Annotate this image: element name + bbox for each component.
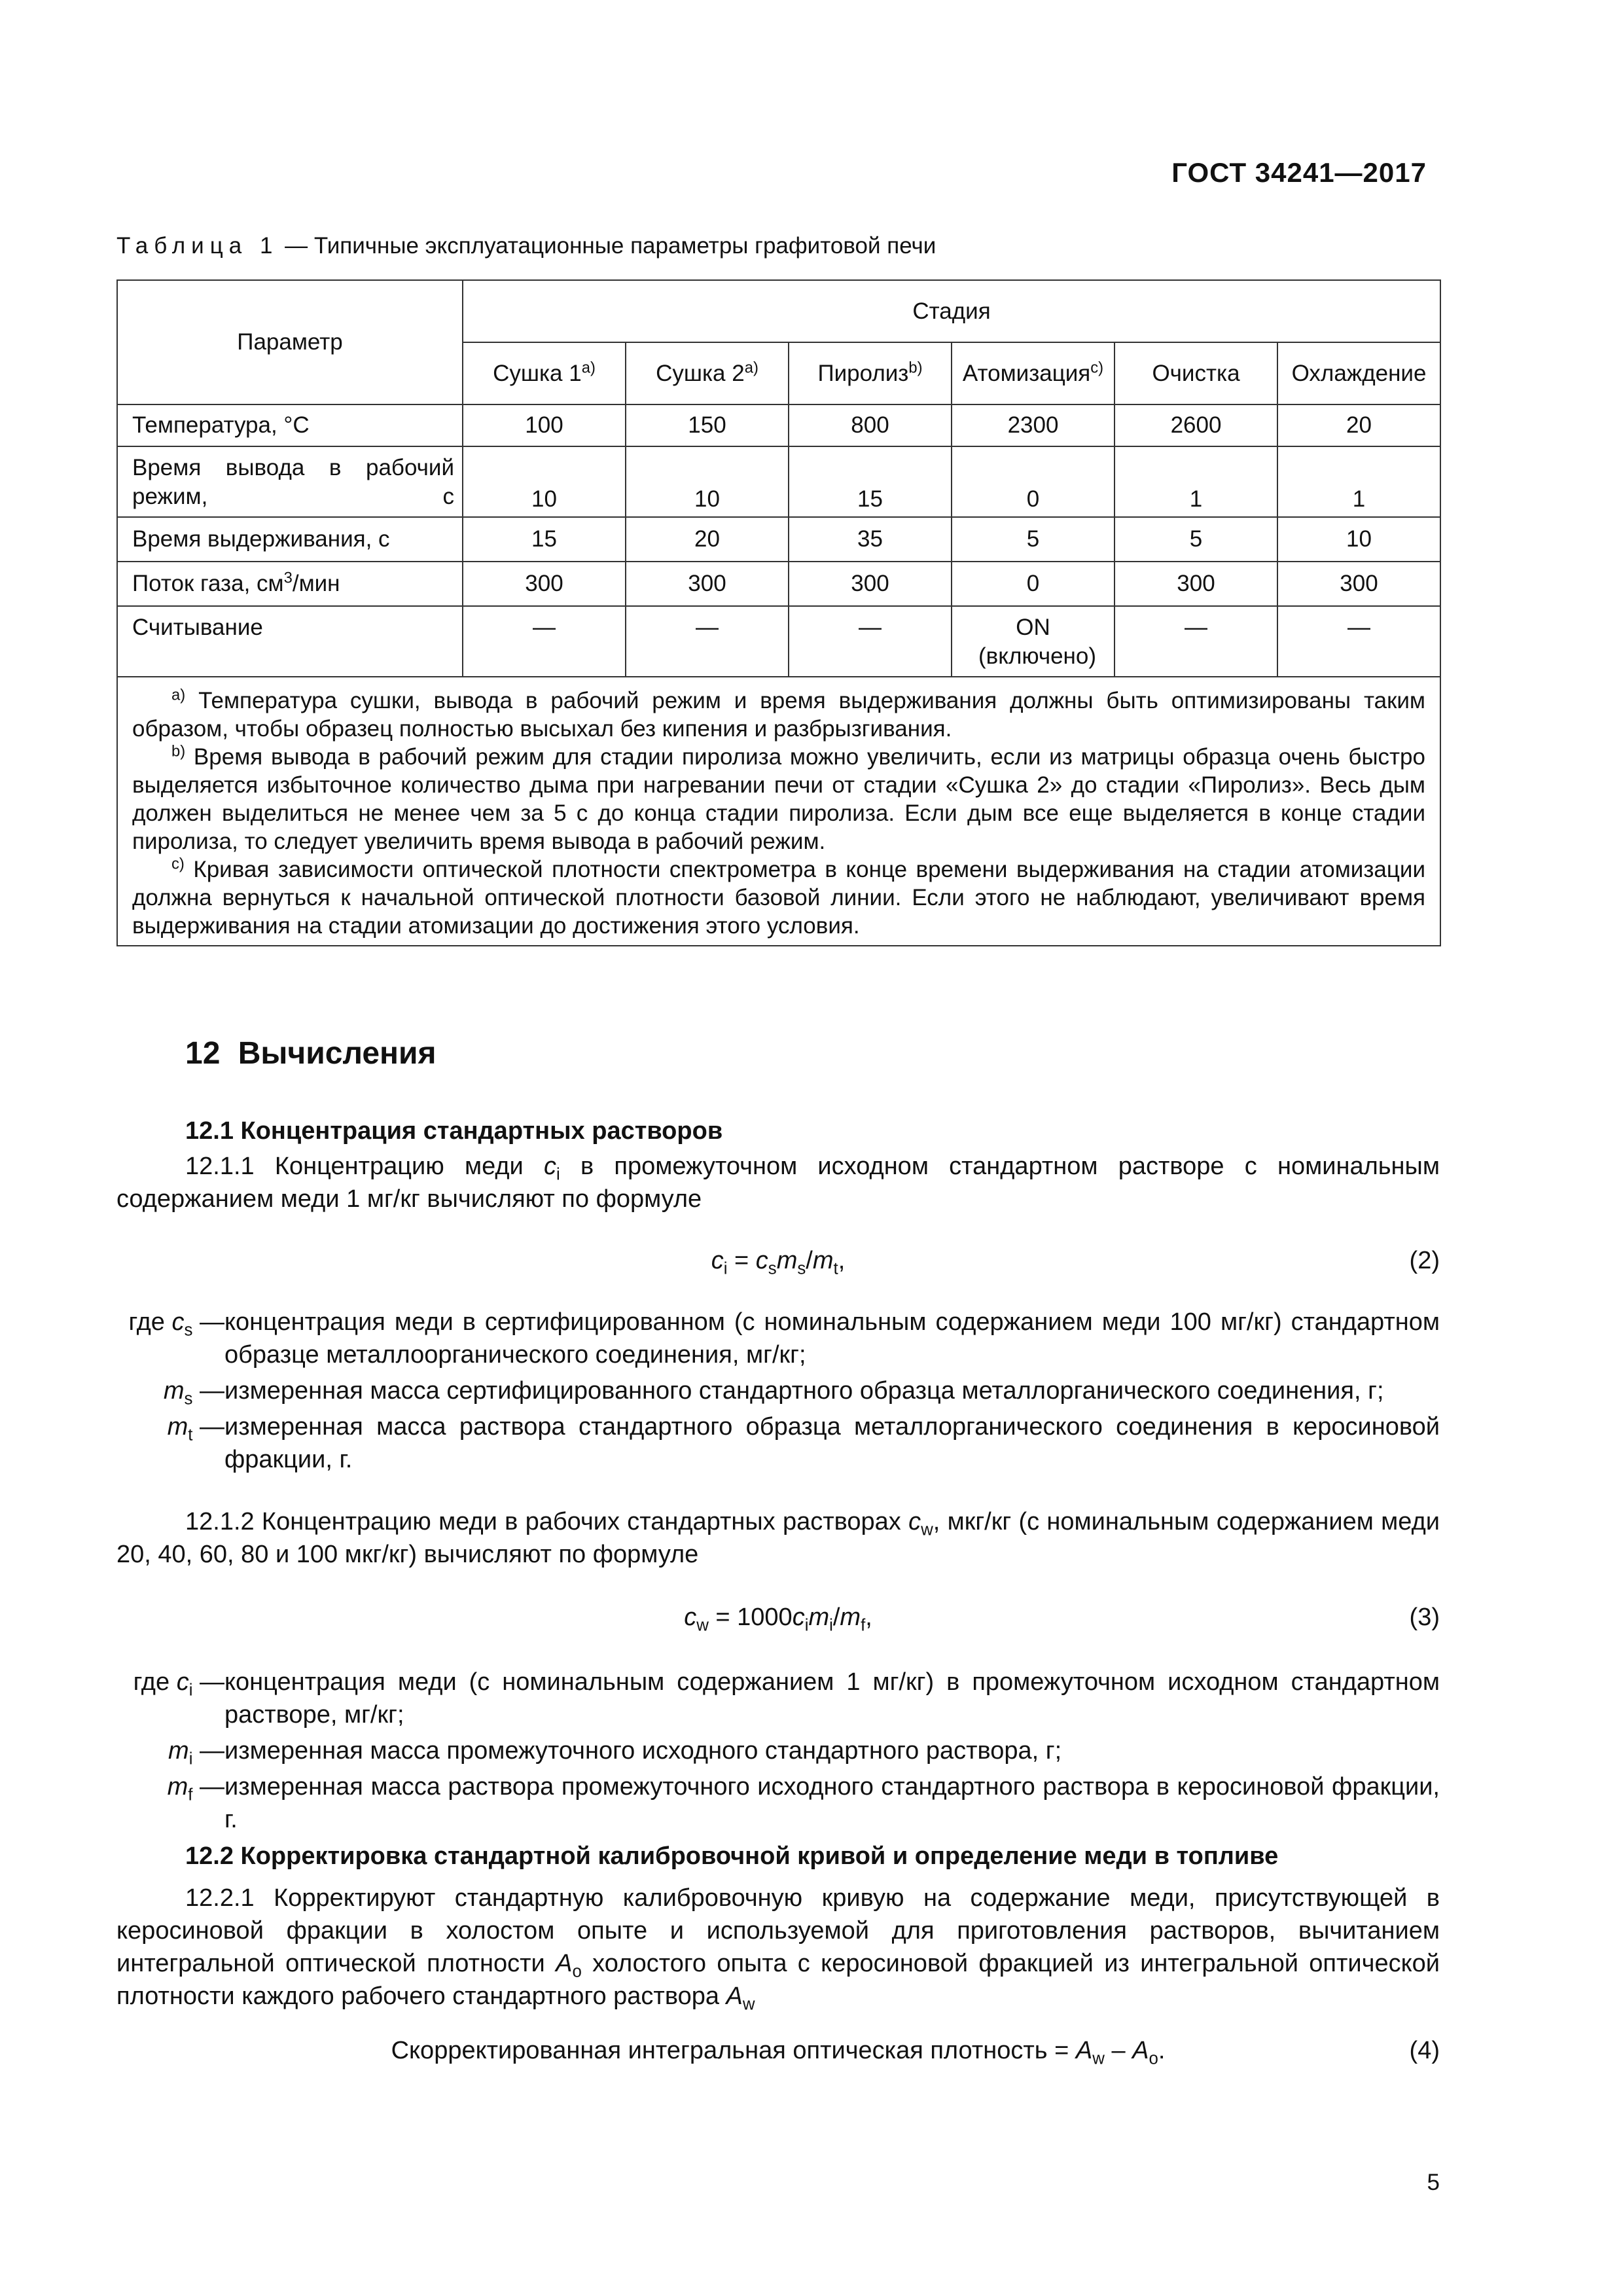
section-title: 12 Вычисления (185, 1036, 437, 1071)
table-row: Считывание — — — ON (включено) — — (117, 606, 1440, 677)
formula-4-number: (4) (1409, 2037, 1440, 2064)
formula-4 (116, 2037, 1440, 2070)
param-header: Параметр (117, 280, 463, 404)
table-row: Температура, °C 100 150 800 2300 2600 20 (117, 404, 1440, 446)
paragraph-12-1-2: 12.1.2 Концентрацию меди в рабочих стандартных растворах $c_w$, мкг/кг (с номинальным содержанием меди 20, 40, 60, 80 и 100 мкг/кг) вычисляют по формуле (116, 1508, 1440, 1568)
formula-4-expression: Скорректированная интегральная оптическая плотность = $A_w - A_o$. (391, 2037, 1166, 2068)
legend-item: $m_s$ — измеренная масса сертифицированного стандартного образца металлорганического соединения, г; (163, 1377, 1384, 1408)
formula-2-expression: $c_i = c_sm_s/m_t$, (711, 1247, 846, 1278)
note-a: $^{a)}$ Температура сушки, вывода в рабочий режим и время выдерживания должны быть оптимизированы таким образом, чтобы образец полностью высыхал без кипения и разбрызгивания. (132, 686, 1425, 742)
table-row: Время выдерживания, с 15 20 35 5 5 10 (117, 517, 1440, 562)
formula-3-legend (116, 1666, 1440, 1839)
subsection-12-1-title: 12.1 Концентрация стандартных растворов (185, 1117, 723, 1145)
formula-3-expression: $c_w = 1000c_im_i/m_f$, (684, 1604, 872, 1635)
legend-item: $m_i$ — измеренная масса промежуточного исходного стандартного раствора, г; (168, 1737, 1062, 1768)
table-row: Поток газа, $см^3$/мин 300 300 300 0 300 300 (117, 562, 1440, 606)
table-caption-label: Таблица 1 (116, 233, 279, 259)
table-row: Время вывода в рабочий режим, с 10 10 15 0 1 1 (117, 446, 1440, 517)
table-notes (117, 677, 1440, 946)
page-number: 5 (1427, 2170, 1440, 2195)
stage-col-2: Сушка 2$^{a)}$ (626, 342, 789, 404)
table-notes-row (117, 677, 1440, 946)
table-caption-title: — Типичные эксплуатационные параметры графитовой печи (278, 233, 936, 259)
paragraph-12-2-1: 12.2.1 Корректируют стандартную калибровочную кривую на содержание меди, присутствующей в керосиновой фракции в холостом опыте и используемой для приготовления растворов, вычитанием интегральной оптической плотности $A_o$ холостого опыта с керосиновой фракцией из интегральной оптической плотности каждого рабочего стандартного раствора $A_w$ (116, 1884, 1440, 2014)
formula-3-number: (3) (1409, 1604, 1440, 1631)
subsection-12-2-title: 12.2 Корректировка стандартной калибровочной кривой и определение меди в топливе (185, 1842, 1279, 1870)
legend-item: где $c_i$ — концентрация меди (с номинальным содержанием 1 мг/кг) в промежуточном исходном стандартном растворе, мг/кг; (133, 1668, 1440, 1729)
legend-item: $m_t$ — измеренная масса раствора стандартного образца металлорганического соединения в керосиновой фракции, г. (167, 1413, 1440, 1473)
stage-col-4: Атомизация$^{c)}$ (952, 342, 1115, 404)
formula-2 (116, 1247, 1440, 1280)
stage-col-6: Охлаждение (1277, 342, 1440, 404)
parameters-table (116, 279, 1441, 946)
note-c: $^{c)}$ Кривая зависимости оптической плотности спектрометра в конце времени выдерживания на стадии атомизации должна вернуться к начальной оптической плотности базовой линии. Если этого не наблюдают, увеличивают время выдерживания на стадии атомизации до достижения этого условия. (132, 855, 1425, 939)
legend-item: $m_f$ — измеренная масса раствора промежуточного исходного стандартного раствора в керосиновой фракции, г. (167, 1773, 1440, 1833)
note-b: $^{b)}$ Время вывода в рабочий режим для стадии пиролиза можно увеличить, если из матрицы образца очень быстро выделяется избыточное количество дыма при нагревании печи от стадии «Сушка 2» до стадии «Пиролиз». Весь дым должен выделиться не менее чем за 5 с до конца стадии пиролиза. Если дым все еще выделяется в конце стадии пиролиза, то следует увеличить время вывода в рабочий режим. (132, 742, 1425, 854)
formula-2-number: (2) (1409, 1247, 1440, 1274)
formula-3 (116, 1604, 1440, 1636)
stage-col-1: Сушка 1$^{a)}$ (463, 342, 626, 404)
stage-col-3: Пиролиз$^{b)}$ (789, 342, 952, 404)
stage-col-5: Очистка (1115, 342, 1277, 404)
document-code: ГОСТ 34241—2017 (1171, 157, 1427, 188)
table-caption (116, 233, 936, 259)
stage-header: Стадия (463, 280, 1440, 342)
paragraph-12-1-1: 12.1.1 Концентрацию меди $c_i$ в промежуточном исходном стандартном растворе с номинальным содержанием меди 1 мг/кг вычисляют по формуле (116, 1153, 1440, 1213)
formula-2-legend (116, 1306, 1440, 1479)
legend-item: где $c_s$ — концентрация меди в сертифицированном (с номинальным содержанием меди 100 мг/кг) стандартном образце металлоорганического соединения, мг/кг; (128, 1308, 1440, 1369)
